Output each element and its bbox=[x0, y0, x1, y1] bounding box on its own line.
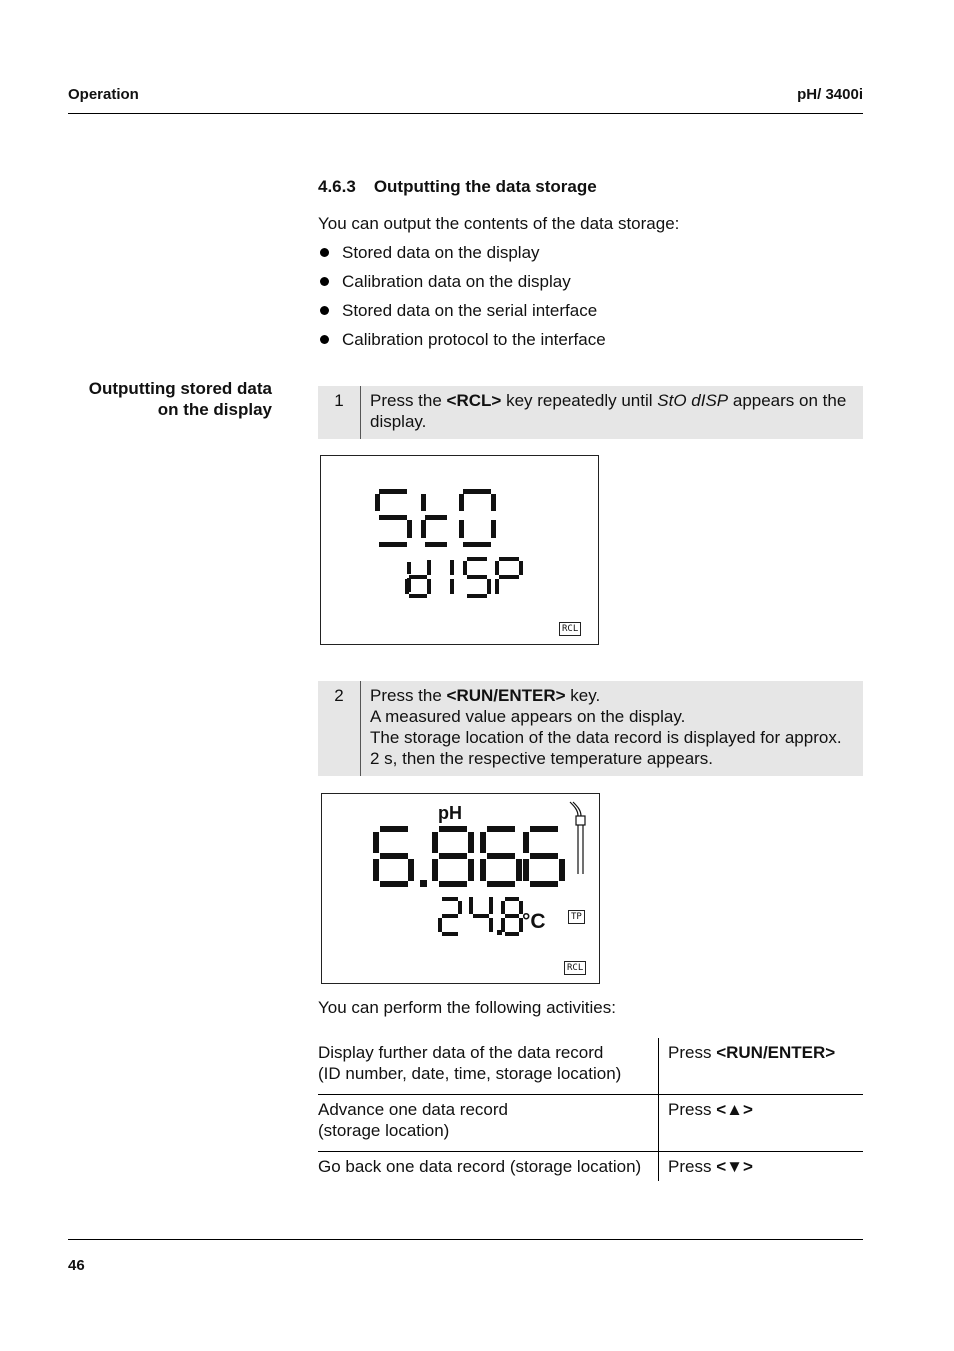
table-row bbox=[318, 1038, 863, 1095]
table-row bbox=[318, 1152, 863, 1182]
key-rcl: <RCL> bbox=[446, 391, 502, 410]
step-text-line: A measured value appears on the display. bbox=[370, 707, 686, 726]
lcd-decimal-point bbox=[420, 880, 427, 887]
lcd-digit-8b bbox=[501, 897, 523, 936]
key-run-enter: <RUN/ENTER> bbox=[446, 686, 566, 705]
list-item bbox=[318, 329, 606, 358]
activity-action: Press <▼> bbox=[659, 1152, 864, 1182]
list-item-text: Calibration data on the display bbox=[342, 272, 571, 291]
header-rule bbox=[68, 113, 863, 114]
step-2 bbox=[318, 681, 863, 776]
key-run-enter: <RUN/ENTER> bbox=[716, 1043, 836, 1062]
list-item bbox=[318, 300, 606, 329]
header-section-title: Operation bbox=[68, 86, 139, 103]
list-item bbox=[318, 271, 606, 300]
footer-rule bbox=[68, 1239, 863, 1240]
lcd-char-p bbox=[495, 557, 523, 594]
tp-indicator: TP bbox=[568, 910, 585, 924]
activity-action: Press <▲> bbox=[659, 1095, 864, 1152]
step-text: Press the <RCL> key repeatedly until StO dISP appears on the display. bbox=[370, 391, 847, 431]
section-number: 4.6.3 bbox=[318, 177, 356, 196]
table-row bbox=[318, 1095, 863, 1152]
lcd-display-sto-disp bbox=[320, 455, 599, 645]
lcd-char-o bbox=[459, 489, 496, 547]
list-item bbox=[318, 242, 606, 271]
list-item-text: Stored data on the display bbox=[342, 243, 540, 262]
lcd-char-t bbox=[421, 494, 447, 547]
activity-description: Go back one data record (storage location) bbox=[318, 1152, 659, 1182]
bullet-icon bbox=[320, 335, 329, 344]
lcd-digit-8 bbox=[432, 826, 474, 887]
electrode-icon bbox=[570, 802, 585, 874]
header-product-name: pH/ 3400i bbox=[797, 86, 863, 103]
side-heading bbox=[89, 378, 272, 420]
page-number: 46 bbox=[68, 1257, 85, 1274]
section-heading bbox=[318, 177, 597, 197]
intro-text: You can output the contents of the data storage: bbox=[318, 214, 680, 233]
lcd-digit-4 bbox=[469, 897, 493, 932]
bullet-icon bbox=[320, 248, 329, 257]
bullet-icon bbox=[320, 306, 329, 315]
rcl-indicator: RCL bbox=[559, 622, 581, 636]
lcd-char-s2 bbox=[463, 557, 491, 598]
activities-intro: You can perform the following activities: bbox=[318, 998, 616, 1017]
list-item-text: Stored data on the serial interface bbox=[342, 301, 598, 320]
side-heading-line2: on the display bbox=[157, 400, 272, 419]
activities-table bbox=[318, 1038, 863, 1181]
step-1 bbox=[318, 386, 863, 439]
lcd-display-ph-value bbox=[321, 793, 600, 984]
ph-unit-label: pH bbox=[438, 803, 462, 823]
key-down: <▼> bbox=[716, 1157, 753, 1176]
display-text-ref: StO dISP bbox=[657, 391, 729, 410]
step-text: Press the <RUN/ENTER> key. A measured value appears on the display. The storage location of the data record is displayed for approx. 2 s, then the respective temperature appears. bbox=[361, 681, 863, 776]
step-number: 1 bbox=[318, 386, 361, 439]
section-title: Outputting the data storage bbox=[373, 177, 597, 196]
step-text-line: The storage location of the data record is displayed for approx. 2 s, then the respective temperature appears. bbox=[370, 728, 842, 768]
temperature-unit: °C bbox=[522, 910, 546, 933]
rcl-indicator: RCL bbox=[564, 961, 586, 975]
lcd-digit-6b bbox=[480, 826, 522, 887]
activity-description: Advance one data record (storage location) bbox=[318, 1095, 659, 1152]
step-number: 2 bbox=[318, 681, 361, 776]
activity-action: Press <RUN/ENTER> bbox=[668, 1043, 836, 1062]
key-up: <▲> bbox=[716, 1100, 753, 1119]
list-item-text: Calibration protocol to the interface bbox=[342, 330, 606, 349]
side-heading-line1: Outputting stored data bbox=[88, 379, 272, 398]
activity-description: Display further data of the data record (ID number, date, time, storage location) bbox=[318, 1038, 659, 1095]
lcd-segments bbox=[321, 456, 598, 644]
lcd-digit-6c bbox=[523, 826, 565, 887]
lcd-char-s bbox=[375, 489, 412, 547]
bullet-icon bbox=[320, 277, 329, 286]
output-options-list bbox=[318, 242, 606, 358]
lcd-char-i bbox=[450, 560, 454, 594]
lcd-digit-6 bbox=[373, 826, 414, 887]
lcd-digit-2 bbox=[438, 897, 462, 936]
